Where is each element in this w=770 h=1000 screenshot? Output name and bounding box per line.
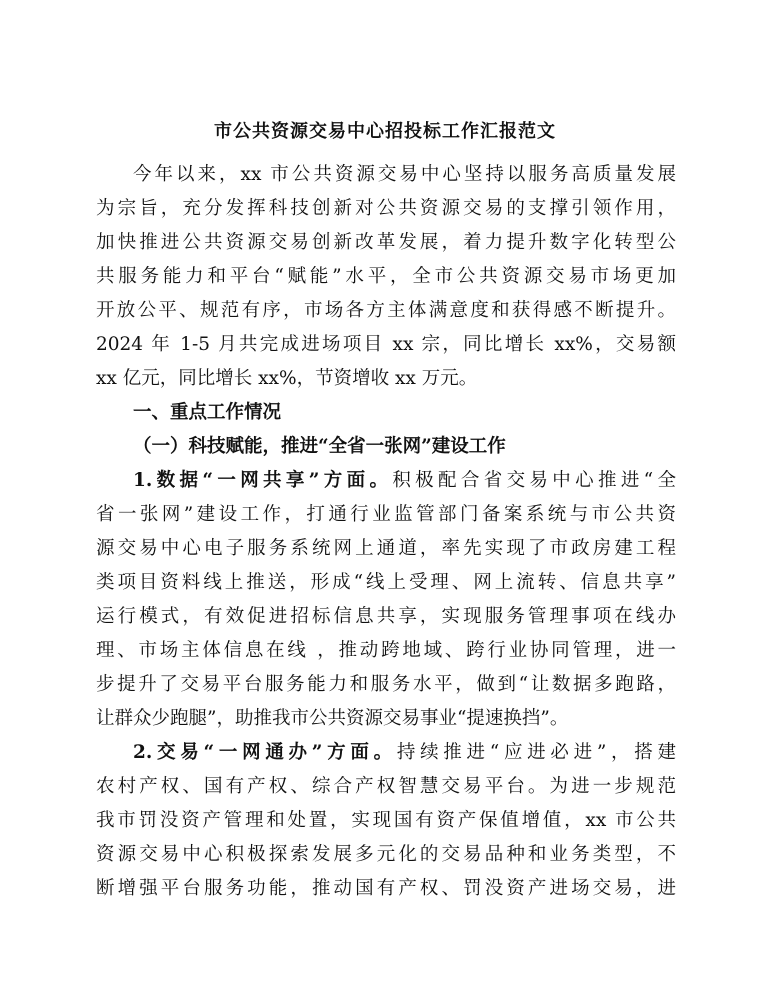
paragraph-line: 资源交易中心积极探索发展多元化的交易品种和业务类型，不 [96,844,676,865]
paragraph-line: 源交易中心电子服务系统网上通道，率先实现了市政房建工程 [96,538,676,559]
sub-heading: （一）科技赋能，推进“全省一张网”建设工作 [133,436,506,457]
paragraph-line: 我市罚没资产管理和处置，实现国有资产保值增值，xx 市公共 [96,810,676,831]
item-lead: 1.数据“一网共享”方面。 [133,470,393,491]
paragraph-line: 农村产权、国有产权、综合产权智慧交易平台。为进一步规范 [96,776,676,797]
paragraph-line: 让群众少跑腿”，助推我市公共资源交易事业“提速换挡”。 [96,708,569,729]
item-text: 积极配合省交易中心推进“全 [392,470,676,491]
paragraph-line: 今年以来，xx 市公共资源交易中心坚持以服务高质量发展 [133,164,676,185]
paragraph-line: 步提升了交易平台服务能力和服务水平，做到“让数据多跑路， [96,674,676,695]
paragraph-line: xx 亿元，同比增长 xx%，节资增收 xx 万元。 [96,368,478,389]
paragraph-line: 为宗旨，充分发挥科技创新对公共资源交易的支撑引领作用， [96,198,676,219]
paragraph-line: 运行模式，有效促进招标信息共享，实现服务管理事项在线办 [96,606,676,627]
paragraph-line: 加快推进公共资源交易创新改革发展，着力提升数字化转型公 [96,232,676,253]
paragraph-line: 共服务能力和平台“赋能”水平，全市公共资源交易市场更加 [96,266,676,287]
section-heading: 一、重点工作情况 [133,402,282,423]
paragraph-line: 开放公平、规范有序，市场各方主体满意度和获得感不断提升。 [96,300,676,321]
paragraph-line: 2024 年 1-5 月共完成进场项目 xx 宗，同比增长 xx%，交易额 [96,334,676,355]
paragraph-line: 类项目资料线上推送，形成“线上受理、网上流转、信息共享” [96,572,676,593]
paragraph-line [133,738,676,768]
document-title: 市公共资源交易中心招投标工作汇报范文 [214,121,556,142]
paragraph-line: 理、市场主体信息在线 ，推动跨地域、跨行业协同管理，进一 [96,640,676,661]
paragraph-line: 断增强平台服务功能，推动国有产权、罚没资产进场交易，进 [96,878,676,899]
item-text: 持续推进“应进必进”，搭建 [396,742,676,763]
paragraph-line: 省一张网”建设工作，打通行业监管部门备案系统与市公共资 [96,504,676,525]
item-lead: 2.交易“一网通办”方面。 [133,742,397,763]
paragraph-line [133,466,676,496]
